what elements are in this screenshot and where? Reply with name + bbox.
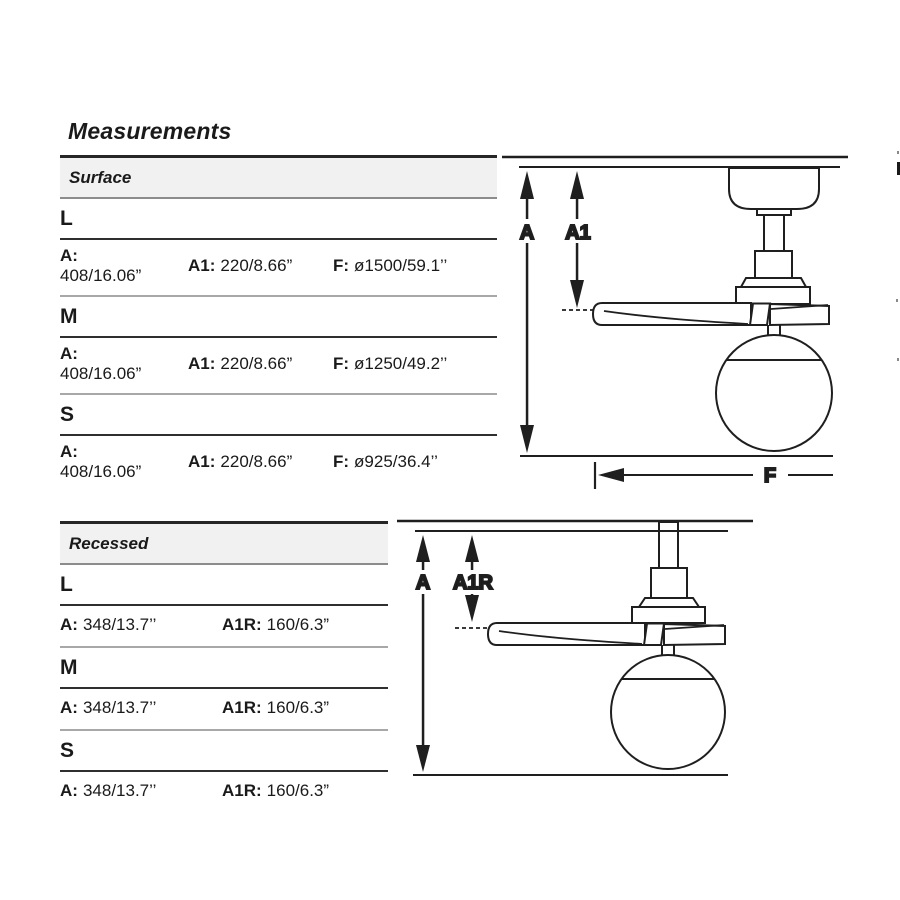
dimension-f-cell (333, 452, 438, 472)
dimension-a1r-label: A1R: (222, 615, 262, 634)
dimension-a-cell (60, 781, 222, 801)
dimension-a1-value: 220/8.66” (220, 452, 293, 471)
dimension-a1-cell (188, 452, 333, 472)
dimension-f-value: ø1500/59.1’’ (354, 256, 448, 275)
cropped-edge-artifact (897, 358, 899, 361)
size-label: M (60, 655, 78, 679)
size-row-s (60, 731, 388, 772)
dimension-a-label: A: (60, 344, 78, 363)
dimension-a1r-label: A1R: (222, 781, 262, 800)
motor-collar (639, 598, 699, 607)
dimension-a1-label: A1: (188, 354, 216, 373)
light-globe (716, 335, 832, 451)
dimension-arrow-a (416, 535, 430, 772)
size-row-m (60, 648, 388, 689)
size-label: L (60, 206, 73, 230)
blade-iron-hub (750, 304, 770, 326)
downrod (764, 215, 784, 251)
dimension-a1r-cell (222, 698, 329, 718)
motor-collar (741, 278, 806, 287)
dimension-a1-label: A1: (188, 256, 216, 275)
dimension-arrow-f (595, 462, 833, 489)
size-row-m (60, 297, 497, 338)
motor-mount (651, 568, 687, 598)
size-label: L (60, 572, 73, 596)
dimension-a1r-cell (222, 781, 329, 801)
dimension-a-value: 408/16.06” (60, 462, 142, 481)
dimension-a1-label: A1: (188, 452, 216, 471)
dimension-a-value: 408/16.06” (60, 266, 142, 285)
canopy (729, 168, 819, 209)
dimension-a-cell (60, 344, 188, 384)
dimension-a1r-value: 160/6.3” (266, 698, 330, 717)
downrod (659, 522, 678, 568)
size-label: M (60, 304, 78, 328)
fan-blade-left (488, 623, 645, 645)
table-row (60, 240, 497, 297)
dimension-a1r-diagram-label: A1R (452, 572, 494, 594)
dimension-a-value: 348/13.7’’ (82, 698, 157, 717)
dimension-a1-value: 220/8.66” (220, 354, 293, 373)
dimension-f-cell (333, 354, 447, 374)
dimension-a-value: 348/13.7’’ (82, 781, 157, 800)
dimension-a1-diagram-label: A1 (565, 222, 591, 244)
dimension-f-label: F: (333, 452, 350, 471)
dimension-a-label: A: (60, 615, 78, 634)
recessed-measurements-table (60, 521, 388, 812)
dimension-a-cell (60, 246, 188, 286)
table-row (60, 338, 497, 395)
dimension-a1r-cell (222, 615, 329, 635)
motor-mount (755, 251, 792, 278)
recessed-mount-diagram (395, 510, 760, 800)
surface-header-label: Surface (69, 167, 132, 187)
surface-mount-diagram (495, 145, 900, 500)
table-row (60, 436, 497, 491)
dimension-a-diagram-label: A (519, 222, 535, 244)
dimension-a-label: A: (60, 246, 78, 265)
dimension-a-value: 348/13.7’’ (82, 615, 157, 634)
table-row (60, 772, 388, 812)
size-row-l (60, 565, 388, 606)
cropped-edge-artifact (896, 299, 898, 302)
surface-measurements-table (60, 155, 497, 491)
blade-iron-hub (644, 624, 664, 646)
dimension-a1r-value: 160/6.3” (266, 615, 330, 634)
size-label: S (60, 402, 75, 426)
size-row-l (60, 199, 497, 240)
recessed-table-header (60, 524, 388, 565)
surface-table-header (60, 158, 497, 199)
dimension-a1-value: 220/8.66” (220, 256, 293, 275)
size-row-s (60, 395, 497, 436)
motor-housing (632, 607, 705, 623)
motor-housing (736, 287, 810, 304)
dimension-a1r-value: 160/6.3” (266, 781, 330, 800)
dimension-a-label: A: (60, 781, 78, 800)
recessed-header-label: Recessed (69, 533, 149, 553)
light-globe (611, 655, 725, 769)
dimension-f-diagram-label: F (763, 465, 777, 487)
dimension-a-cell (60, 442, 188, 482)
dimension-a1-cell (188, 256, 333, 276)
dimension-a-label: A: (60, 698, 78, 717)
dimension-f-label: F: (333, 256, 350, 275)
dimension-a1-cell (188, 354, 333, 374)
dimension-a-diagram-label: A (415, 572, 431, 594)
cropped-edge-artifact (897, 151, 899, 154)
page-title: Measurements (68, 118, 232, 144)
size-label: S (60, 738, 75, 762)
dimension-a-cell (60, 615, 222, 635)
dimension-a-value: 408/16.06” (60, 364, 142, 383)
table-row (60, 606, 388, 648)
table-row (60, 689, 388, 731)
dimension-f-label: F: (333, 354, 350, 373)
dimension-f-value: ø1250/49.2’’ (354, 354, 448, 373)
dimension-a-label: A: (60, 442, 78, 461)
dimension-a-cell (60, 698, 222, 718)
fan-blade-left (593, 303, 751, 325)
dimension-f-value: ø925/36.4’’ (354, 452, 438, 471)
dimension-arrow-a (520, 171, 534, 453)
dimension-a1r-label: A1R: (222, 698, 262, 717)
dimension-f-cell (333, 256, 447, 276)
